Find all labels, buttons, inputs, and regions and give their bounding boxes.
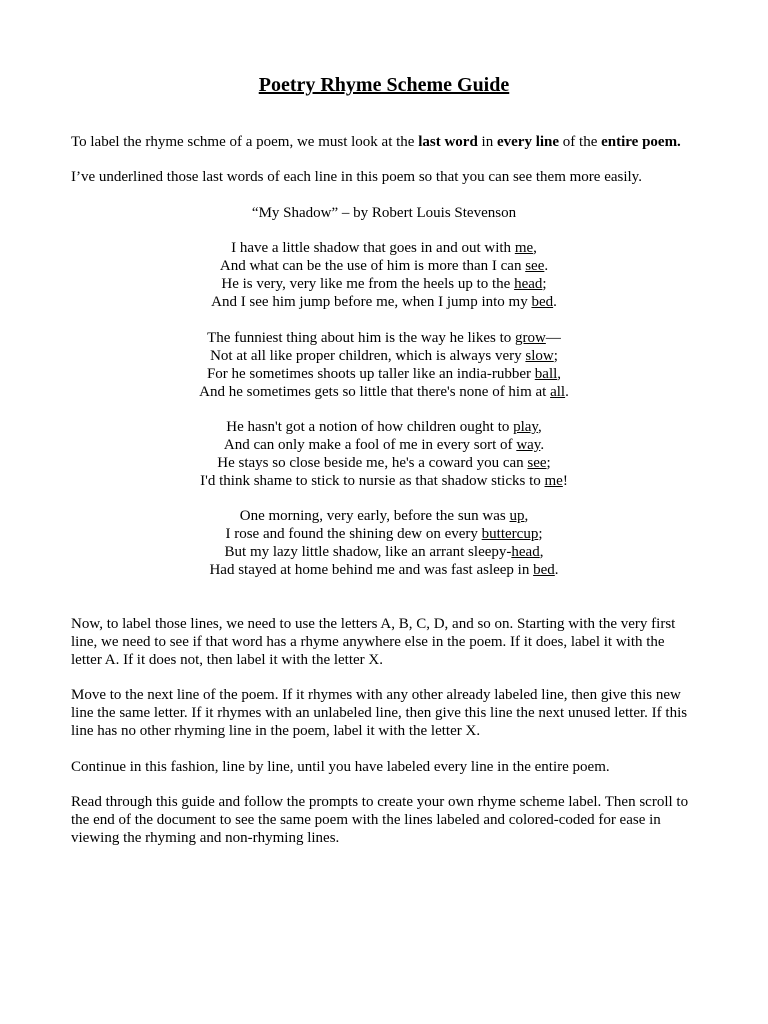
last-word: head xyxy=(514,276,543,292)
poem-stanza-1 xyxy=(71,239,697,311)
poem-line: One morning, very early, before the sun was up, xyxy=(239,508,529,524)
poem-line: He hasn't got a notion of how children ought to play, xyxy=(226,419,542,435)
poem-line: For he sometimes shoots up taller like an india-rubber ball, xyxy=(206,366,562,382)
last-word: grow xyxy=(515,330,546,346)
last-word: play xyxy=(513,419,538,435)
intro-text: To label the rhyme schme of a poem, we must look at the xyxy=(71,134,419,150)
poem-stanza-4 xyxy=(71,507,697,579)
poem-line: And he sometimes gets so little that there's none of him at all. xyxy=(199,384,569,400)
poem-line: I'd think shame to stick to nursie as that shadow sticks to me! xyxy=(200,473,568,489)
last-word: see xyxy=(527,455,547,471)
intro-bold-last-word: last word xyxy=(418,134,478,150)
last-word: see xyxy=(525,258,545,274)
underline-note: I’ve underlined those last words of each line in this poem so that you can see them more easily. xyxy=(71,169,642,185)
poem-heading: “My Shadow” – by Robert Louis Stevenson xyxy=(251,205,517,221)
poem-stanza-2 xyxy=(71,329,697,401)
intro-text: in xyxy=(477,134,497,150)
last-word: slow xyxy=(525,348,554,364)
poem-line: I have a little shadow that goes in and out with me, xyxy=(231,240,537,256)
poem-line: Had stayed at home behind me and was fast asleep in bed. xyxy=(209,562,559,578)
poem-line: He stays so close beside me, he's a coward you can see; xyxy=(217,455,551,471)
intro-bold-every-line: every line xyxy=(496,134,560,150)
poem-line: But my lazy little shadow, like an arrant sleepy-head, xyxy=(224,544,544,560)
page-title: Poetry Rhyme Scheme Guide xyxy=(258,74,510,96)
instruction-paragraph-3: Continue in this fashion, line by line, until you have labeled every line in the entire poem. xyxy=(71,759,610,775)
instruction-paragraph-4: Read through this guide and follow the prompts to create your own rhyme scheme label. Then scroll to the end of the document to see the same poem with the lines labeled and colored-coded for ease in viewing the rhyming and non-rhyming lines. xyxy=(71,794,689,846)
last-word: head xyxy=(511,544,540,560)
instruction-paragraph-2: Move to the next line of the poem. If it rhymes with any other already labeled line, then give this new line the same letter. If it rhymes with an unlabeled line, then give this line the next unused letter. If this line has no other rhyming line in the poem, label it with the letter X. xyxy=(71,687,688,739)
intro-bold-entire-poem: entire poem. xyxy=(601,134,681,150)
poem-line: He is very, very like me from the heels up to the head; xyxy=(221,276,547,292)
last-word: way xyxy=(516,437,541,453)
instruction-paragraph-1: Now, to label those lines, we need to use the letters A, B, C, D, and so on. Starting with the very first line, we need to see if that word has a rhyme anywhere else in the poem. If it does, label it with the letter A. If it does not, then label it with the letter X. xyxy=(71,616,676,668)
poem-line: The funniest thing about him is the way he likes to grow— xyxy=(207,330,561,346)
last-word: me xyxy=(544,473,563,489)
last-word: bed xyxy=(531,294,554,310)
last-word: bed xyxy=(533,562,555,578)
intro-text: of the xyxy=(559,134,602,150)
poem-stanza-3 xyxy=(71,418,697,490)
last-word: me xyxy=(514,240,534,256)
intro-paragraph xyxy=(71,133,697,151)
last-word: buttercup xyxy=(481,526,539,542)
poem-line: And I see him jump before me, when I jump into my bed. xyxy=(211,294,557,310)
poem-line: And what can be the use of him is more than I can see. xyxy=(219,258,549,274)
last-word: up xyxy=(509,508,525,524)
poem-line: I rose and found the shining dew on every buttercup; xyxy=(225,526,543,542)
poem-line: Not at all like proper children, which is always very slow; xyxy=(210,348,558,364)
last-word: ball xyxy=(534,366,558,382)
last-word: all xyxy=(550,384,566,400)
poem-line: And can only make a fool of me in every sort of way. xyxy=(223,437,545,453)
